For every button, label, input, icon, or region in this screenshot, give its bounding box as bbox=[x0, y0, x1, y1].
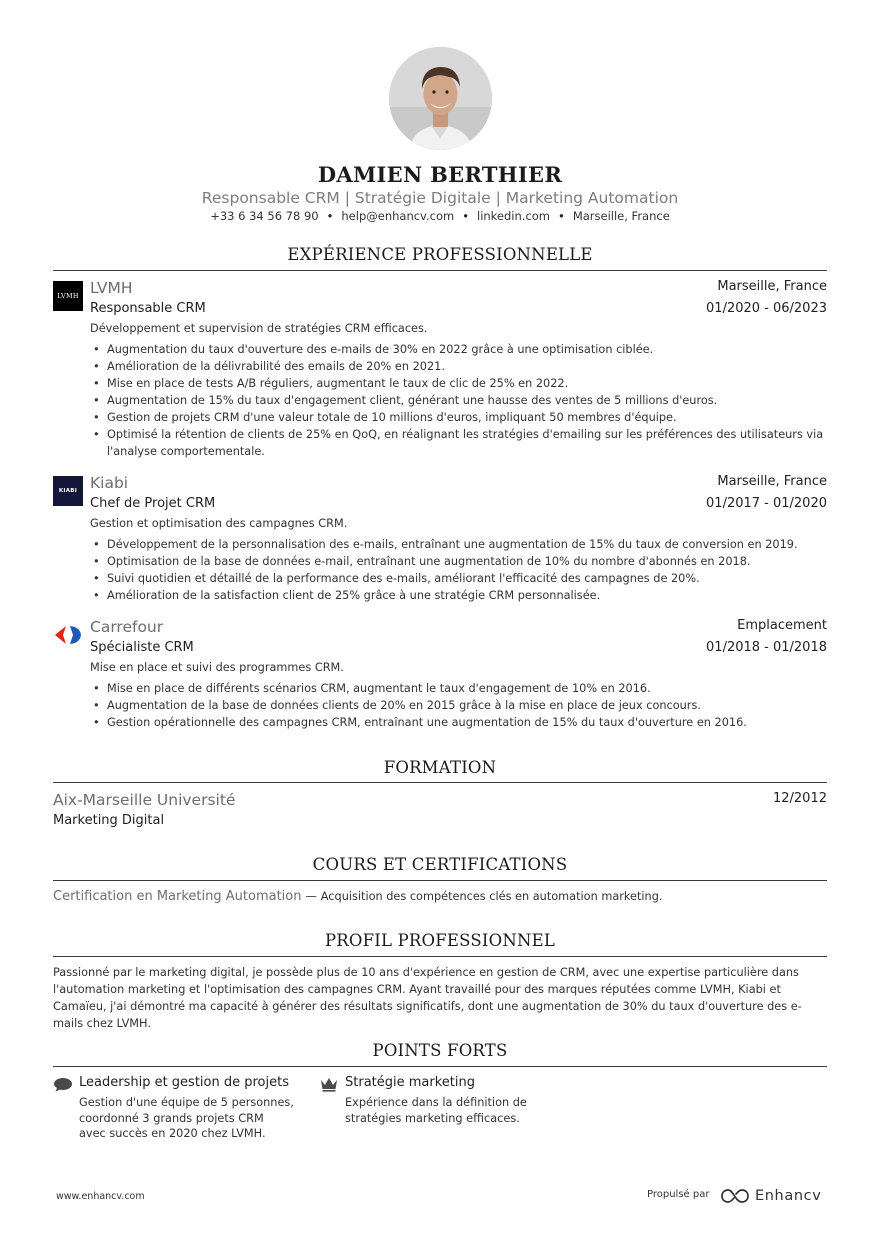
footer-website-link[interactable]: www.enhancv.com bbox=[56, 1191, 145, 1202]
profile-summary: Passionné par le marketing digital, je possède plus de 10 ans d'expérience en gestion de CRM, avec une expertise particulière dans l'automation marketing et l'optimisation des campagnes CRM. Ayant travaillé pour des marques réputées comme LVMH, Kiabi et Camaïeu, j'ai démontré ma capacité à générer des résultats significatifs, dont une augmentation de 30% du taux d'ouverture des e-mails chez LVMH. bbox=[53, 966, 802, 1030]
achievement-item: • Développement de la personnalisation des e-mails, entraînant une augmentation de 15% du taux de conversion en 2019. bbox=[90, 536, 825, 553]
achievement-item: • Amélioration de la délivrabilité des emails de 20% en 2021. bbox=[90, 358, 825, 375]
lvmh-logo bbox=[53, 281, 83, 311]
job-description: Mise en place et suivi des programmes CRM. bbox=[90, 661, 344, 674]
strength-title: Leadership et gestion de projets bbox=[79, 1075, 289, 1090]
section-divider bbox=[53, 782, 827, 783]
experience-entry-kiabi bbox=[53, 474, 827, 609]
job-title: Responsable CRM bbox=[90, 301, 206, 316]
achievement-item: • Augmentation de la base de données clients de 20% en 2015 grâce à la mise en place de jeux concours. bbox=[90, 697, 825, 714]
avatar-illustration bbox=[389, 47, 492, 150]
certification-separator: — bbox=[305, 890, 317, 903]
job-title: Spécialiste CRM bbox=[90, 640, 194, 655]
achievement-item: • Amélioration de la satisfaction client de 25% grâce à une stratégie CRM personnalisée. bbox=[90, 587, 825, 604]
contact-linkedin: linkedin.com bbox=[477, 209, 551, 223]
section-divider bbox=[53, 956, 827, 957]
carrefour-logo-icon bbox=[53, 624, 83, 646]
certification-description: Acquisition des compétences clés en automation marketing. bbox=[320, 890, 663, 903]
certification-title: Certification en Marketing Automation bbox=[53, 889, 302, 904]
enhancv-brand-text: Enhancv bbox=[755, 1188, 822, 1204]
job-description: Gestion et optimisation des campagnes CRM. bbox=[90, 517, 348, 530]
separator-dot: • bbox=[558, 209, 565, 223]
strength-item bbox=[53, 1075, 303, 1145]
footer-powered-by: Propulsé par bbox=[647, 1189, 710, 1200]
achievement-list bbox=[90, 680, 825, 731]
job-dates: 01/2018 - 01/2018 bbox=[706, 640, 827, 655]
section-title-strengths: POINTS FORTS bbox=[372, 1041, 508, 1060]
section-divider bbox=[53, 880, 827, 881]
kiabi-logo-text: KIABI bbox=[58, 488, 78, 494]
achievement-item: • Augmentation de 15% du taux d'engagement client, générant une hausse des ventes de 5 millions d'euros. bbox=[90, 392, 825, 409]
contact-email: help@enhancv.com bbox=[341, 209, 455, 223]
section-title-certifications: COURS ET CERTIFICATIONS bbox=[312, 855, 568, 874]
job-location: Emplacement bbox=[737, 618, 827, 633]
section-divider bbox=[53, 270, 827, 271]
section-title-education: FORMATION bbox=[383, 758, 497, 777]
contact-location: Marseille, France bbox=[572, 209, 670, 223]
achievement-item: • Augmentation du taux d'ouverture des e-mails de 30% en 2022 grâce à une optimisation ciblée. bbox=[90, 341, 825, 358]
job-title: Chef de Projet CRM bbox=[90, 496, 216, 511]
certification-entry bbox=[53, 889, 662, 904]
company-name: LVMH bbox=[90, 279, 133, 297]
company-name: Kiabi bbox=[90, 474, 129, 492]
company-name: Carrefour bbox=[90, 618, 164, 636]
experience-entry-lvmh bbox=[53, 279, 827, 464]
contact-phone: +33 6 34 56 78 90 bbox=[210, 209, 319, 223]
crown-icon bbox=[319, 1076, 339, 1092]
separator-dot: • bbox=[462, 209, 469, 223]
achievement-item: • Mise en place de tests A/B réguliers, augmentant le taux de clic de 25% en 2022. bbox=[90, 375, 825, 392]
lvmh-logo-text: LVMH bbox=[57, 292, 79, 300]
contact-line bbox=[0, 209, 880, 223]
achievement-item: • Suivi quotidien et détaillé de la performance des e-mails, améliorant l'efficacité des campagnes de 20%. bbox=[90, 570, 825, 587]
strength-description: Expérience dans la définition de stratégies marketing efficaces. bbox=[345, 1096, 527, 1125]
strength-description: Gestion d'une équipe de 5 personnes, coordonné 3 grands projets CRM avec succès en 2020 chez LVMH. bbox=[79, 1096, 294, 1140]
separator-dot: • bbox=[326, 209, 334, 223]
job-location: Marseille, France bbox=[717, 279, 827, 294]
achievement-item: • Optimisé la rétention de clients de 25% en QoQ, en réalignant les stratégies d'emailing sur les préférences des utilisateurs via l'analyse comportementale. bbox=[90, 426, 825, 460]
candidate-name: DAMIEN BERTHIER bbox=[317, 162, 563, 187]
job-dates: 01/2020 - 06/2023 bbox=[706, 301, 827, 316]
section-title-profile: PROFIL PROFESSIONNEL bbox=[324, 931, 555, 950]
section-divider bbox=[53, 1066, 827, 1067]
job-description: Développement et supervision de stratégies CRM efficaces. bbox=[90, 322, 428, 335]
achievement-item: • Gestion de projets CRM d'une valeur totale de 10 millions d'euros, impliquant 50 membres d'équipe. bbox=[90, 409, 825, 426]
profile-photo bbox=[389, 47, 492, 150]
kiabi-logo bbox=[53, 476, 83, 506]
achievement-item: • Gestion opérationnelle des campagnes CRM, entraînant une augmentation de 15% du taux d'ouverture en 2016. bbox=[90, 714, 825, 731]
job-dates: 01/2017 - 01/2020 bbox=[706, 496, 827, 511]
candidate-headline: Responsable CRM | Stratégie Digitale | Marketing Automation bbox=[201, 189, 679, 207]
education-date: 12/2012 bbox=[772, 791, 827, 806]
degree-name: Marketing Digital bbox=[53, 813, 165, 828]
job-location: Marseille, France bbox=[717, 474, 827, 489]
experience-entry-carrefour bbox=[53, 618, 827, 738]
section-title-experience: EXPÉRIENCE PROFESSIONNELLE bbox=[287, 245, 593, 264]
achievement-item: • Mise en place de différents scénarios CRM, augmentant le taux d'engagement de 10% en 2016. bbox=[90, 680, 825, 697]
strength-title: Stratégie marketing bbox=[345, 1075, 475, 1090]
speech-bubble-icon bbox=[53, 1076, 73, 1092]
carrefour-logo bbox=[53, 620, 83, 650]
enhancv-logo-icon bbox=[720, 1188, 750, 1204]
achievement-item: • Optimisation de la base de données e-mail, entraînant une augmentation de 10% du nombre d'abonnés en 2018. bbox=[90, 553, 825, 570]
achievement-list bbox=[90, 341, 825, 460]
strength-item bbox=[319, 1075, 569, 1130]
enhancv-brand-logo[interactable] bbox=[720, 1185, 821, 1207]
achievement-list bbox=[90, 536, 825, 604]
school-name: Aix-Marseille Université bbox=[53, 791, 236, 809]
